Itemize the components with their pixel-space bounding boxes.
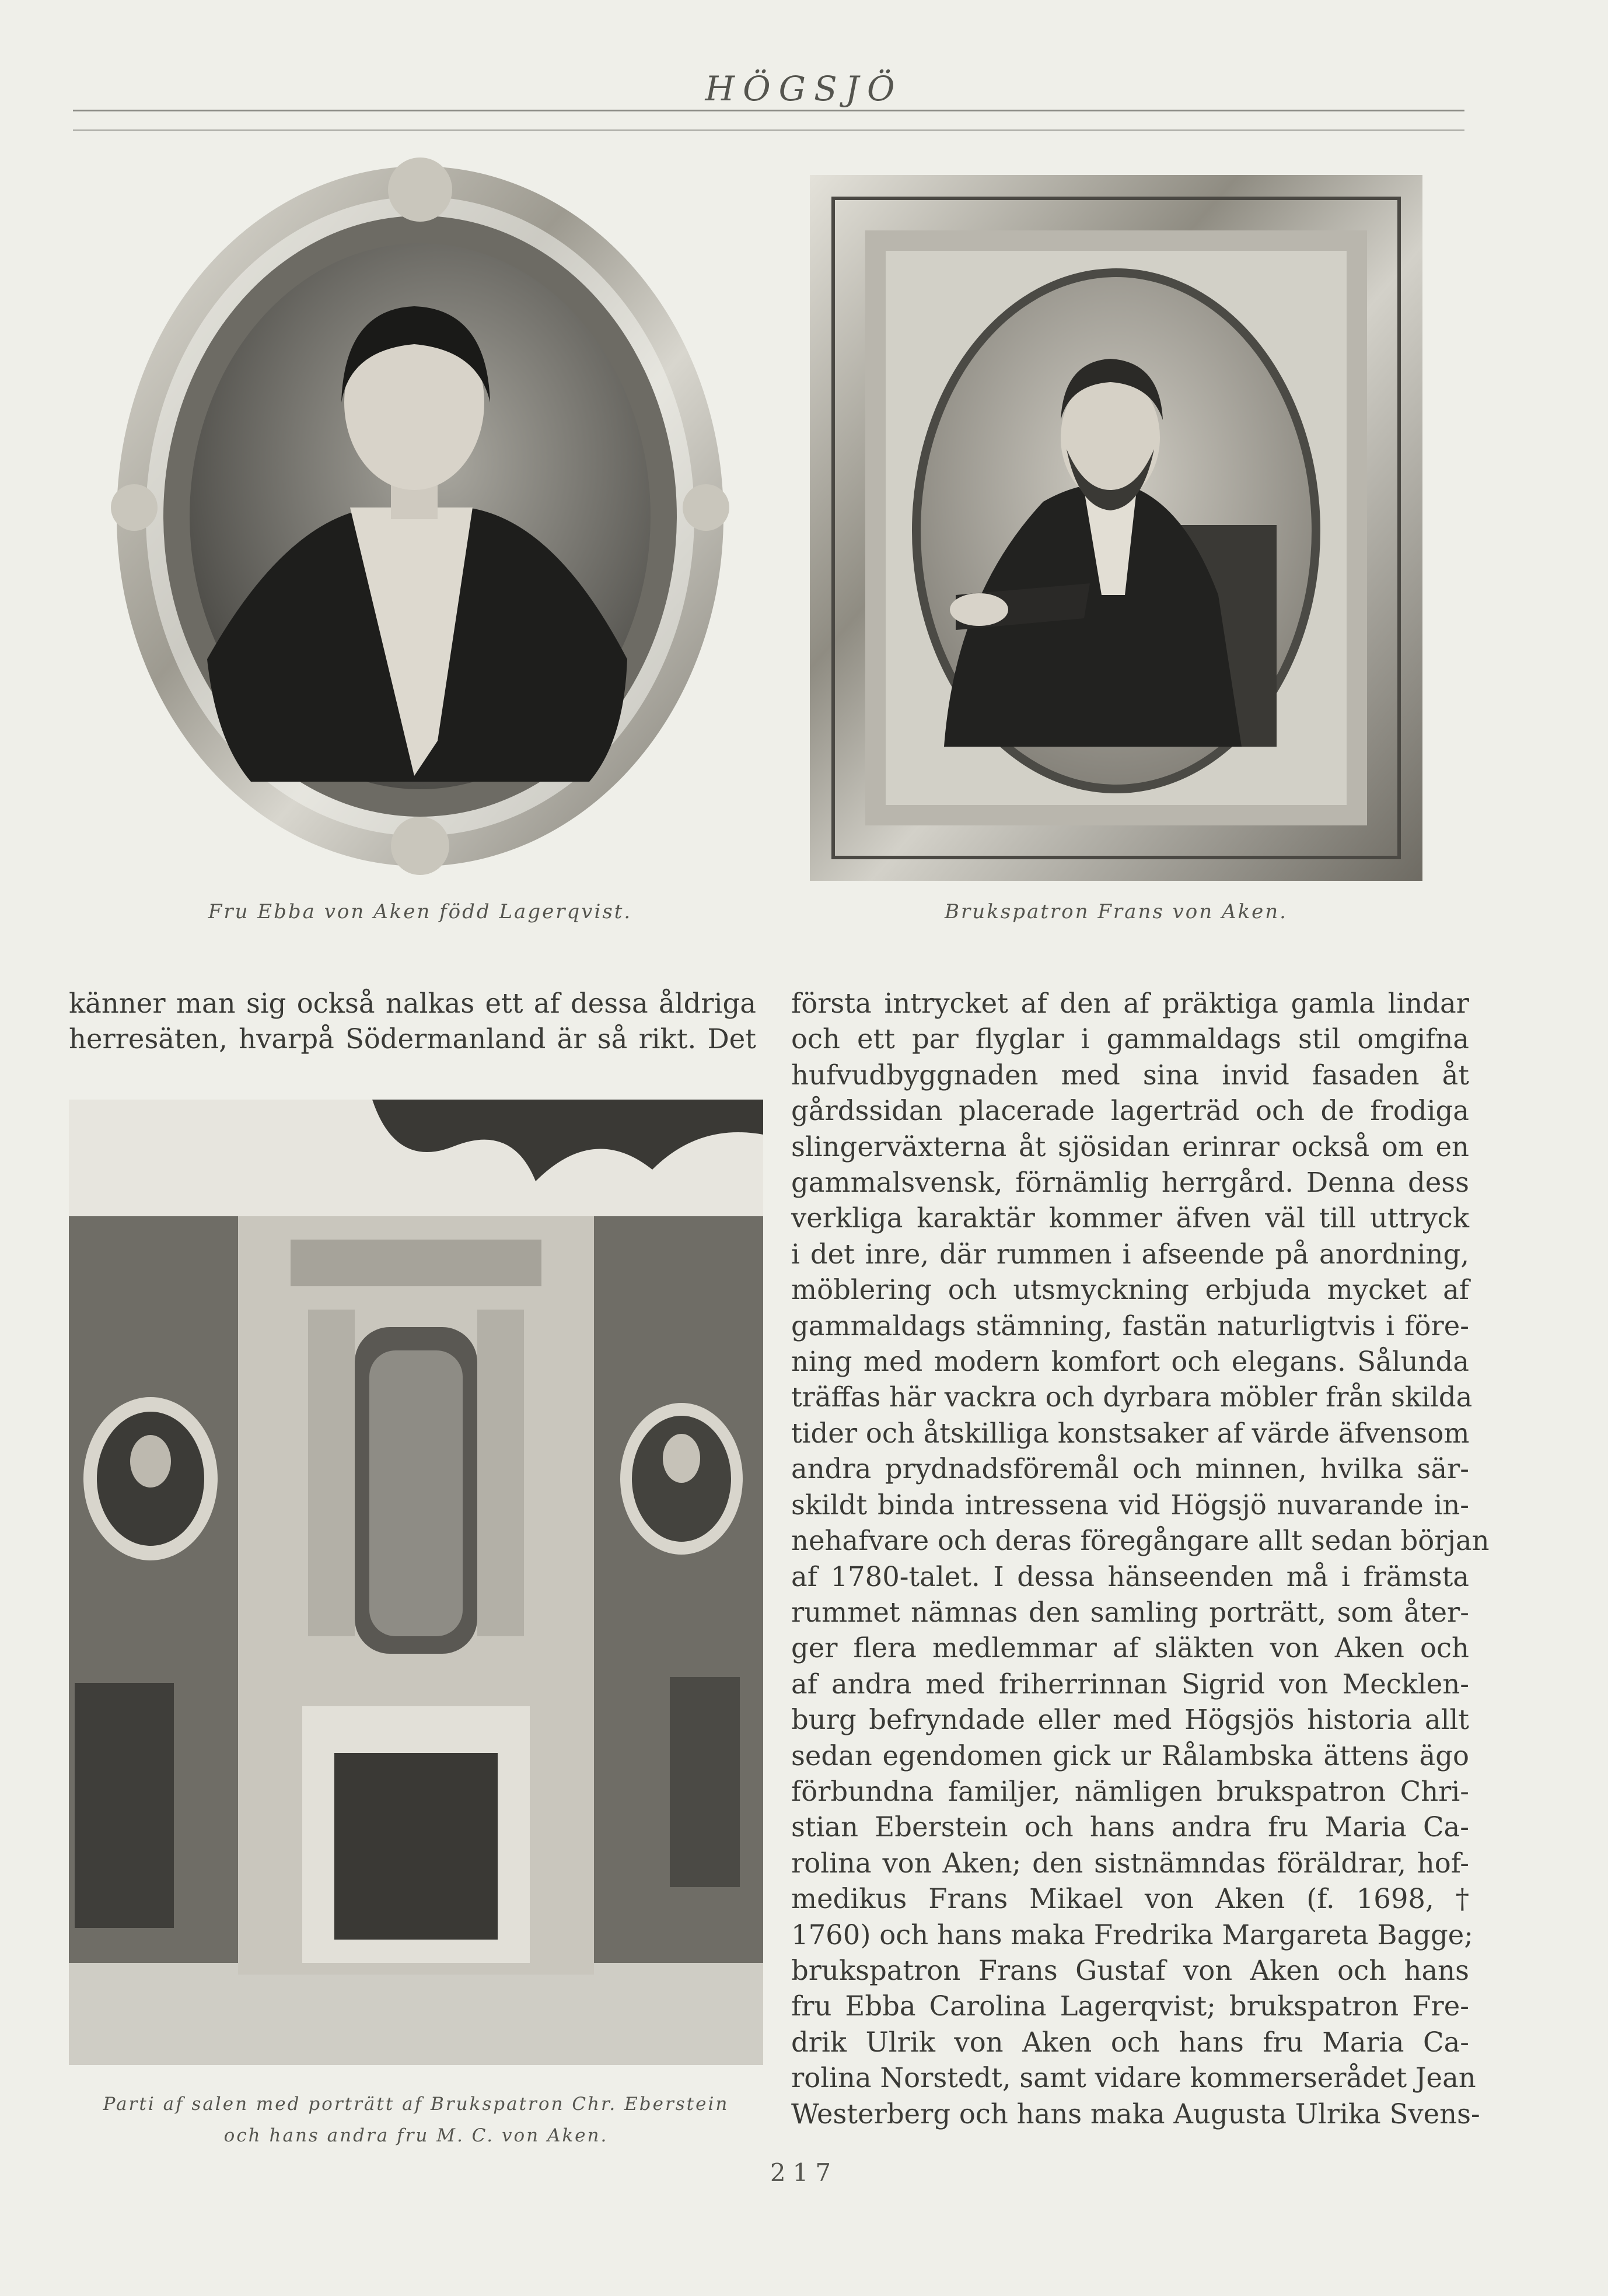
text-line: Westerberg och hans maka Augusta Ulrika Svens- xyxy=(791,2098,1480,2130)
caption-portrait-right: Brukspatron Frans von Aken. xyxy=(945,900,1288,923)
header-rule-bottom xyxy=(73,130,1464,131)
text-line: träffas här vackra och dyrbara möbler från skilda xyxy=(791,1381,1473,1413)
text-line: rolina von Aken; den sistnämndas föräldrar, hof- xyxy=(791,1847,1469,1879)
portrait-ebba-von-aken xyxy=(111,158,729,875)
text-line: af 1780-talet. I dessa hänseenden må i främsta xyxy=(791,1560,1469,1592)
text-line: i det inre, där rummen i afseende på anordning, xyxy=(791,1238,1469,1270)
text-line: fru Ebba Carolina Lagerqvist; brukspatron Fre- xyxy=(791,1990,1469,2022)
text-line: ger flera medlemmar af släkten von Aken och xyxy=(791,1632,1469,1664)
text-line: herresäten, hvarpå Södermanland är så rikt. Det xyxy=(69,1023,756,1055)
left-column-text xyxy=(69,986,756,1058)
text-line: hufvudbyggnaden med sina invid fasaden åt xyxy=(791,1059,1469,1091)
text-line: stian Eberstein och hans andra fru Maria Ca- xyxy=(791,1811,1469,1843)
text-line: första intrycket af den af präktiga gamla lindar xyxy=(791,988,1469,1019)
text-line: förbundna familjer, nämligen brukspatron Chri- xyxy=(791,1775,1469,1807)
caption-salon-photo xyxy=(69,2088,763,2151)
text-line: känner man sig också nalkas ett af dessa åldriga xyxy=(69,988,756,1019)
text-line: rummet nämnas den samling porträtt, som åter- xyxy=(791,1596,1469,1628)
photo-salon-fireplace xyxy=(69,1100,763,2065)
text-line: rolina Norstedt, samt vidare kommerserådet Jean xyxy=(791,2062,1476,2094)
text-line: gammaldags stämning, fastän naturligtvis i före- xyxy=(791,1310,1469,1342)
caption-line: Parti af salen med porträtt af Brukspatron Chr. Eberstein xyxy=(103,2094,729,2115)
text-line: drik Ulrik von Aken och hans fru Maria Ca- xyxy=(791,2026,1469,2058)
text-line: slingerväxterna åt sjösidan erinrar också om en xyxy=(791,1130,1469,1163)
text-line: verkliga karaktär kommer äfven väl till uttryck xyxy=(791,1202,1469,1234)
text-line: 1760) och hans maka Fredrika Margareta Bagge; xyxy=(791,1919,1473,1951)
header-rule-top xyxy=(73,110,1464,111)
text-line: ning med modern komfort och elegans. Sålunda xyxy=(791,1346,1469,1378)
text-line: gammalsvensk, förnämlig herrgård. Denna dess xyxy=(791,1167,1469,1199)
text-line: skildt binda intressena vid Högsjö nuvarande in- xyxy=(791,1489,1469,1521)
text-line: gårdssidan placerade lagerträd och de frodiga xyxy=(791,1095,1469,1127)
text-line: af andra med friherrinnan Sigrid von Mecklen- xyxy=(791,1668,1469,1700)
portrait-frans-von-aken xyxy=(810,175,1422,881)
running-title: HÖGSJÖ xyxy=(705,69,903,108)
page-number: 217 xyxy=(770,2158,838,2187)
text-line: sedan egendomen gick ur Rålambska ättens ägo xyxy=(791,1740,1469,1772)
text-line: andra prydnadsföremål och minnen, hvilka sär- xyxy=(791,1453,1469,1485)
text-line: brukspatron Frans Gustaf von Aken och hans xyxy=(791,1954,1469,1986)
caption-portrait-left: Fru Ebba von Aken född Lagerqvist. xyxy=(208,900,632,923)
text-line: medikus Frans Mikael von Aken (f. 1698, † xyxy=(791,1883,1469,1915)
text-line: möblering och utsmyckning erbjuda mycket af xyxy=(791,1274,1469,1306)
text-line: burg befryndade eller med Högsjös historia allt xyxy=(791,1704,1469,1736)
caption-line: och hans andra fru M. C. von Aken. xyxy=(223,2125,609,2146)
right-column-text xyxy=(791,986,1490,2132)
text-line: tider och åtskilliga konstsaker af värde äfvensom xyxy=(791,1417,1470,1449)
text-line: nehafvare och deras föregångare allt sedan början xyxy=(791,1525,1490,1557)
text-line: och ett par flyglar i gammaldags stil omgifna xyxy=(791,1023,1469,1055)
